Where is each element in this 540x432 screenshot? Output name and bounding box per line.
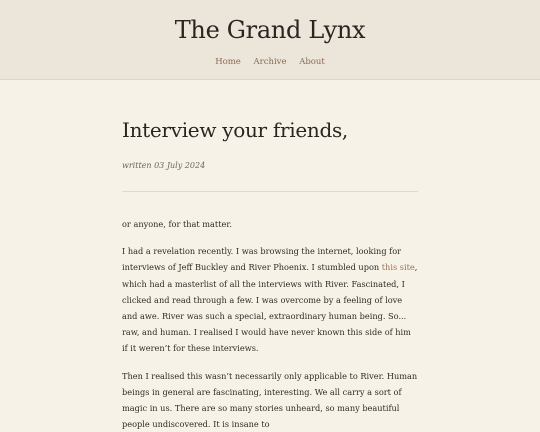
post-paragraph: or anyone, for that matter. — [122, 219, 232, 229]
paragraph-text: I had a revelation recently. I was browsing the internet, looking for interviews of Jeff Buckley and River Phoenix. I stumbled upon — [122, 246, 402, 273]
nav-archive-link[interactable]: Archive — [253, 57, 287, 67]
post-body — [122, 216, 418, 432]
post-paragraph — [122, 243, 418, 356]
post-date: written 03 July 2024 — [122, 161, 206, 170]
site-header — [0, 0, 540, 80]
divider — [122, 191, 418, 192]
site-nav — [0, 56, 540, 68]
nav-about-link[interactable]: About — [299, 57, 325, 67]
post-paragraph: Then I realised this wasn’t necessarily only applicable to River. Human beings in general are fascinating, interesting. We all carry a sort of magic in us. There are so many stories unheard, so many beautiful people undiscovered. It is insane to — [122, 370, 418, 430]
paragraph-text: , which had a masterlist of all the interviews with River. Fascinated, I clicked and read through a few. I was overcome by a feeling of love and awe. River was such a special, extraordinary human being. So... raw, and human. I realised I would have never known this side of him if it weren’t for these interviews. — [122, 262, 418, 354]
post-container — [122, 80, 418, 432]
nav-home-link[interactable]: Home — [215, 57, 241, 67]
site-title[interactable]: The Grand Lynx — [174, 16, 366, 44]
this-site-link[interactable]: this site — [381, 262, 415, 273]
post-title: Interview your friends, — [122, 118, 348, 142]
